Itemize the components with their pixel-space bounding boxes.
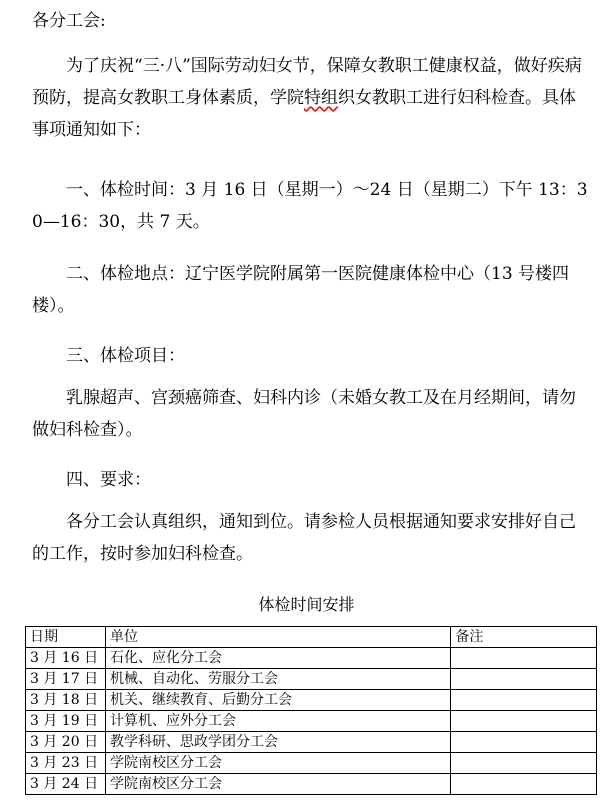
intro-text-end: 织女教职工进行妇科检查。具体事项通知如下：	[32, 88, 576, 140]
cell-unit: 机关、继续教育、后勤分工会	[105, 690, 450, 711]
table-row	[26, 732, 597, 753]
table-row	[26, 669, 597, 690]
cell-unit: 机械、自动化、劳服分工会	[105, 669, 450, 690]
cell-date: 3 月 23 日	[26, 753, 106, 774]
item-exam-items-heading: 三、体检项目：	[66, 346, 185, 366]
table-row	[26, 648, 597, 669]
cell-date: 3 月 16 日	[26, 648, 106, 669]
cell-unit: 教学科研、思政学团分工会	[105, 732, 450, 753]
cell-note	[451, 774, 597, 795]
cell-note	[451, 732, 597, 753]
spellcheck-underlined-text: 特组	[304, 88, 338, 108]
table-row	[26, 753, 597, 774]
cell-unit: 学院南校区分工会	[105, 774, 450, 795]
cell-date: 3 月 18 日	[26, 690, 106, 711]
table-header-row	[26, 627, 597, 648]
cell-date: 3 月 19 日	[26, 711, 106, 732]
table-row	[26, 711, 597, 732]
item-requirements-heading: 四、要求：	[66, 470, 151, 490]
cell-note	[451, 690, 597, 711]
cell-unit: 石化、应化分工会	[105, 648, 450, 669]
header-note: 备注	[451, 627, 597, 648]
item-exam-items-detail: 乳腺超声、宫颈癌筛查、妇科内诊（未婚女教工及在月经期间，请勿做妇科检查）。	[32, 388, 576, 440]
header-date: 日期	[26, 627, 106, 648]
item-exam-time: 一、体检时间：3 月 16 日（星期一）～24 日（星期二）下午 13：30—16：30，共 7 天。	[32, 180, 588, 232]
table-row	[26, 690, 597, 711]
cell-note	[451, 753, 597, 774]
cell-date: 3 月 24 日	[26, 774, 106, 795]
cell-note	[451, 711, 597, 732]
schedule-table	[25, 626, 597, 795]
intro-paragraph	[32, 50, 592, 146]
table-title: 体检时间安排	[258, 595, 355, 614]
cell-unit: 计算机、应外分工会	[105, 711, 450, 732]
intro-text-start: 为了庆祝“三·八”国际劳动妇女节，保障女教职工健康权益，做好疾病预防，提高女教职工身体素质，学院	[32, 56, 582, 108]
cell-note	[451, 669, 597, 690]
cell-date: 3 月 17 日	[26, 669, 106, 690]
cell-note	[451, 648, 597, 669]
cell-unit: 学院南校区分工会	[105, 753, 450, 774]
header-unit: 单位	[105, 627, 450, 648]
item-exam-location: 二、体检地点：辽宁医学院附属第一医院健康体检中心（13 号楼四楼）。	[32, 264, 570, 316]
cell-date: 3 月 20 日	[26, 732, 106, 753]
table-row	[26, 774, 597, 795]
greeting: 各分工会:	[32, 11, 106, 31]
item-requirements-detail: 各分工会认真组织，通知到位。请参检人员根据通知要求安排好自己的工作，按时参加妇科检查。	[32, 512, 576, 564]
